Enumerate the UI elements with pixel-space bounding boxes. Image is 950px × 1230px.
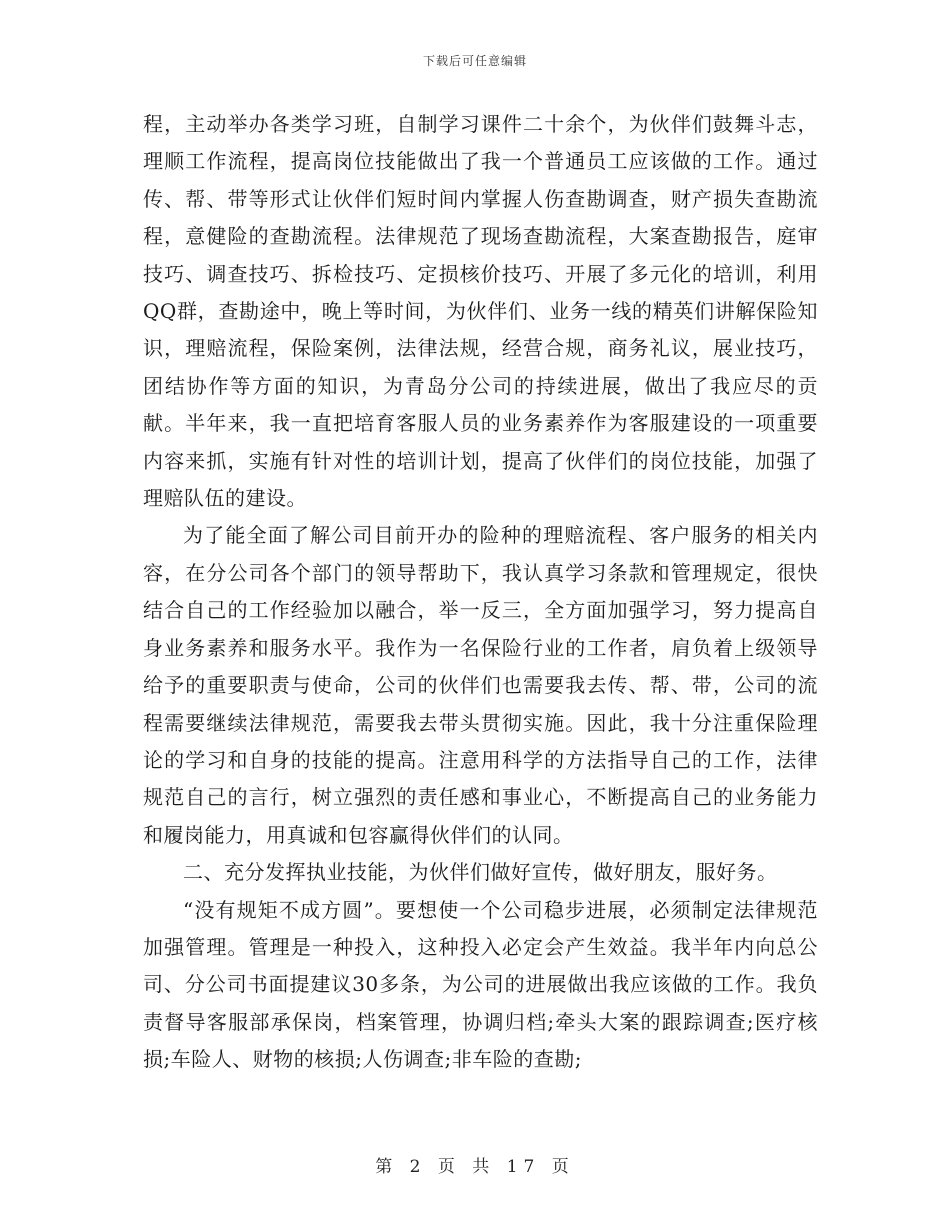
paragraph-continuation: 程，主动举办各类学习班，自制学习课件二十余个，为伙伴们鼓舞斗志，理顺工作流程，提高岗位技能做出了我一个普通员工应该做的工作。通过传、帮、带等形式让伙伴们短时间内掌握人伤查勘调查，财产损失查勘流程，意健险的查勘流程。法律规范了现场查勘流程，大案查勘报告，庭审技巧、调查技巧、拆检技巧、定损核价技巧、开展了多元化的培训，利用QQ群，查勘途中，晚上等时间，为伙伴们、业务一线的精英们讲解保险知识，理赔流程，保险案例，法律法规，经营合规，商务礼议，展业技巧，团结协作等方面的知识，为青岛分公司的持续进展，做出了我应尽的贡献。半年来，我一直把培育客服人员的业务素养作为客服建设的一项重要内容来抓，实施有针对性的培训计划，提高了伙伴们的岗位技能，加强了理赔队伍的建设。 [143, 112, 818, 511]
paragraph-management: “没有规矩不成方圆”。要想使一个公司稳步进展，必须制定法律规范加强管理。管理是一种投入，这种投入必定会产生效益。我半年内向总公司、分公司书面提建议30多条，为公司的进展做出我应该做的工作。我负责督导客服部承保岗，档案管理，协调归档;牵头大案的跟踪调查;医疗核损;车险人、财物的核损;人伤调查;非车险的查勘; [143, 897, 818, 1072]
paragraph-learning: 为了能全面了解公司目前开办的险种的理赔流程、客户服务的相关内容，在分公司各个部门的领导帮助下，我认真学习条款和管理规定，很快结合自己的工作经验加以融合，举一反三，全方面加强学习，努力提高自身业务素养和服务水平。我作为一名保险行业的工作者，肩负着上级领导给予的重要职责与使命，公司的伙伴们也需要我去传、帮、带，公司的流程需要继续法律规范，需要我去带头贯彻实施。因此，我十分注重保险理论的学习和自身的技能的提高。注意用科学的方法指导自己的工作，法律规范自己的言行，树立强烈的责任感和事业心，不断提高自己的业务能力和履岗能力，用真诚和包容赢得伙伴们的认同。 [143, 523, 818, 847]
section-heading-two: 二、充分发挥执业技能，为伙伴们做好宣传，做好朋友，服好务。 [183, 860, 778, 885]
page-header: 下载后可任意编辑 [422, 54, 527, 68]
document-body [143, 106, 818, 1079]
page-number-footer: 第 2 页 共 17 页 [375, 1157, 575, 1177]
